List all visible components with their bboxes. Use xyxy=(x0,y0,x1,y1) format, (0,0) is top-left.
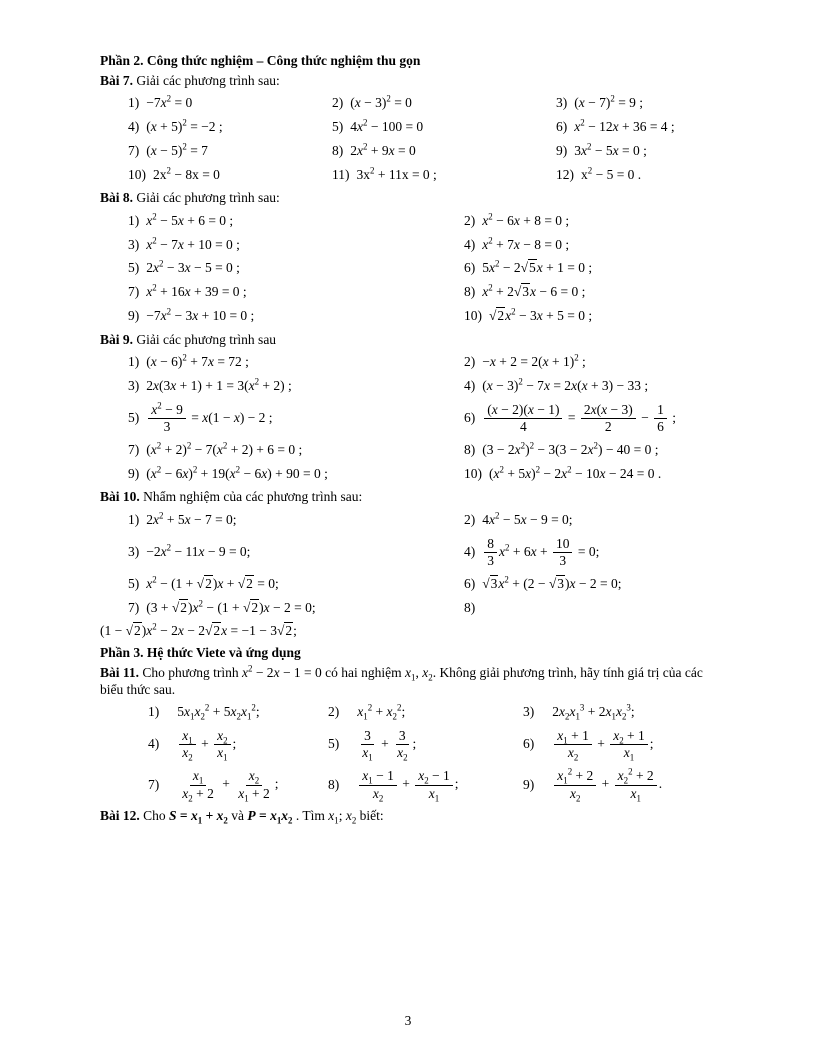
page-number: 3 xyxy=(404,1013,412,1029)
exercise-item xyxy=(464,305,728,329)
item-number: 4) xyxy=(128,119,140,135)
item-equation: $(x - 3)^2 - 7x = 2x(x + 3) - 33$ ; xyxy=(482,376,649,393)
exercise-item xyxy=(556,116,728,140)
item-equation: $\frac{x_1 - 1}{x_2}$ + $\frac{x_2 - 1}{x_1}$ ; xyxy=(357,768,458,801)
exercise-b-i-7 xyxy=(100,73,728,187)
item-equation: $\frac{3}{x_1}$ + $\frac{3}{x_2}$ ; xyxy=(362,728,417,763)
exercise-b-i-11 xyxy=(100,665,728,805)
exercise-item xyxy=(148,701,328,725)
exercise-item xyxy=(128,257,464,281)
exercise-item xyxy=(128,596,464,620)
exercise-label: Bài 7. xyxy=(100,72,137,88)
exercise-item xyxy=(128,462,464,486)
item-equation: $\frac{8}{3}$ $x^2 + 6x$ + $\frac{10}{3}$ = 0; xyxy=(482,536,599,569)
item-number: 1) xyxy=(128,212,140,228)
item-equation: $\frac{(x - 2)(x - 1)}{4}$ = $\frac{2x(x - 3)}{2}$ − $\frac{1}{6}$ ; xyxy=(482,402,676,435)
exercise-item xyxy=(464,281,728,305)
item-equation: $\frac{x_1}{x_2 + 2}$ + $\frac{x_2}{x_1 + 2}$ ; xyxy=(182,768,279,804)
item-number: 9) xyxy=(556,143,568,158)
exercise-item xyxy=(128,209,464,233)
exercise-item xyxy=(332,92,556,116)
item-number: 6) xyxy=(523,736,535,752)
exercise-item xyxy=(128,439,464,463)
item-number: 5) xyxy=(128,409,140,425)
item-number: 3) xyxy=(128,236,140,252)
item-number: 6) xyxy=(464,575,476,591)
exercise-label: Bài 10. xyxy=(100,489,144,505)
item-number: 5) xyxy=(328,736,340,752)
exercise-item xyxy=(464,462,728,486)
item-equation: $(x - 6)^2 + 7x = 72$ ; xyxy=(146,352,249,369)
item-number: 2) xyxy=(332,95,344,111)
item-equation: $2x_2x_1^3 + 2x_1x_2^3$; xyxy=(552,702,635,722)
item-equation: $2x^2 + 9x = 0$ xyxy=(350,141,416,158)
item-number: 2) xyxy=(328,704,340,720)
item-equation: $2x^2 + 5x - 7 = 0$; xyxy=(146,510,237,527)
document-content xyxy=(100,53,728,825)
item-number: 10) xyxy=(464,308,482,324)
item-number: 7) xyxy=(128,599,140,615)
item-equation: $x^2 + 7x - 8 = 0$ ; xyxy=(482,235,570,252)
item-equation: $x^2 - 12x + 36 = 4$ ; xyxy=(574,117,675,135)
item-equation: $3x^2 - 5x = 0$ ; xyxy=(574,141,647,158)
item-equation: $4x^2 - 5x - 9 = 0$; xyxy=(482,510,573,527)
exercise-item xyxy=(128,281,464,305)
item-equation: $x^2 - 5 = 0$ . xyxy=(581,165,642,182)
exercise-item xyxy=(128,398,464,438)
item-equation: $-x + 2 = 2(x + 1)^2$ ; xyxy=(482,352,586,369)
item-equation: $-2x^2 - 11x - 9 = 0$; xyxy=(146,542,251,559)
item-number: 2) xyxy=(464,353,476,369)
item-number: 6) xyxy=(464,260,476,276)
item-number: 2) xyxy=(464,511,476,527)
exercise-item xyxy=(128,140,332,164)
item-equation: $5x^2 - 2√5x + 1 = 0$ ; xyxy=(482,258,593,276)
item-equation: $(x - 7)^2 = 9$ ; xyxy=(574,93,644,111)
exercise-item xyxy=(523,725,728,765)
exercise-item xyxy=(128,92,332,116)
exercise-item xyxy=(328,725,523,765)
item-equation: $x^2 + 16x + 39 = 0$ ; xyxy=(146,282,247,300)
exercise-item xyxy=(464,374,728,398)
exercise-item xyxy=(328,765,523,805)
exercise-item xyxy=(464,439,728,463)
item-equation: $(x + 5)^2 = -2$ ; xyxy=(146,117,223,135)
item-number: 7) xyxy=(128,442,140,457)
item-equation: $-7x^2 - 3x + 10 = 0$ ; xyxy=(146,306,255,324)
item-equation: $x^2 + 2√3x - 6 = 0$ ; xyxy=(482,282,586,300)
item-number: 1) xyxy=(128,511,140,527)
item-number: 6) xyxy=(556,119,568,135)
item-number: 11) xyxy=(332,166,350,182)
item-equation: $5x_1x_2^2 + 5x_2x_1^2$; xyxy=(177,702,260,722)
exercise-item xyxy=(128,305,464,329)
exercise-item xyxy=(128,233,464,257)
exercise-item xyxy=(523,765,728,805)
exercise-item xyxy=(332,140,556,164)
item-equation-continued: $(1 - √2)x^2 - 2x - 2√2x = -1 - 3√2$; xyxy=(100,621,297,639)
exercise-item xyxy=(464,257,728,281)
exercise-heading xyxy=(100,808,728,825)
item-number: 6) xyxy=(464,409,476,425)
item-number: 8) xyxy=(464,599,476,615)
item-equation: $2x(3x + 1) + 1 = 3(x^2 + 2)$ ; xyxy=(146,376,292,393)
exercise-item xyxy=(464,596,728,620)
item-equation: $4x^2 - 100 = 0$ xyxy=(350,117,424,135)
exercise-item-grid xyxy=(100,350,728,486)
item-equation: $(x^2 - 6x)^2 + 19(x^2 - 6x) + 90 = 0$ ; xyxy=(146,464,328,481)
item-equation: $2x^2 - 3x - 5 = 0$ ; xyxy=(146,258,240,276)
exercise-item xyxy=(523,701,728,725)
exercise-item-grid xyxy=(100,508,728,620)
exercise-label: Bài 11. xyxy=(100,664,143,680)
item-equation: $(x^2 + 2)^2 - 7(x^2 + 2) + 6 = 0$ ; xyxy=(146,440,303,457)
item-equation: $(3 + √2)x^2 - (1 + √2)x - 2 = 0$; xyxy=(146,598,316,615)
item-number: 1) xyxy=(128,95,140,111)
item-number: 5) xyxy=(128,260,140,276)
item-number: 5) xyxy=(128,575,140,591)
item-equation: $x^2 - 6x + 8 = 0$ ; xyxy=(482,211,570,228)
exercise-intro: Giải các phương trình sau xyxy=(136,331,277,347)
exercise-item xyxy=(328,701,523,725)
item-number: 9) xyxy=(523,776,535,792)
exercise-heading xyxy=(100,190,728,207)
item-equation: $√3x^2 + (2 - √3)x - 2 = 0$; xyxy=(482,574,622,591)
item-number: 8) xyxy=(332,143,344,158)
item-equation: $3x^2 + 11x = 0$ ; xyxy=(356,165,437,182)
exercise-item xyxy=(556,140,728,164)
item-equation: $\frac{x_1 + 1}{x_2}$ + $\frac{x_2 + 1}{x_1}$ ; xyxy=(552,728,653,761)
exercise-item xyxy=(464,572,728,596)
item-number: 5) xyxy=(332,119,344,135)
exercise-b-i-12 xyxy=(100,808,728,825)
item-number: 8) xyxy=(464,442,476,457)
exercise-item xyxy=(464,350,728,374)
item-number: 4) xyxy=(464,377,476,393)
exercise-heading xyxy=(100,489,728,506)
item-number: 7) xyxy=(148,776,160,792)
item-number: 8) xyxy=(328,776,340,792)
item-number: 3) xyxy=(556,95,568,111)
exercise-b-i-8 xyxy=(100,190,728,328)
item-number: 4) xyxy=(148,736,160,752)
exercise-item xyxy=(464,398,728,438)
exercise-item xyxy=(128,572,464,596)
exercise-item xyxy=(556,163,728,187)
item-equation: $\frac{x^2 - 9}{3}$ = x(1 − x) − 2 ; xyxy=(146,402,272,435)
item-equation: $(x - 5)^2 = 7$ xyxy=(146,141,208,158)
exercise-item-grid xyxy=(100,209,728,328)
item-number: 12) xyxy=(556,166,574,182)
exercise-item xyxy=(128,116,332,140)
item-number: 9) xyxy=(128,465,140,481)
item-number: 3) xyxy=(128,377,140,393)
exercise-item xyxy=(464,532,728,572)
item-number: 3) xyxy=(523,704,535,720)
exercise-item-grid xyxy=(100,92,728,188)
exercise-item xyxy=(332,163,556,187)
exercise-b-i-9 xyxy=(100,332,728,487)
item-equation: $x_1^2 + x_2^2$; xyxy=(357,702,406,722)
exercise-item xyxy=(464,508,728,532)
part-heading-ph-n-3: Phần 3. Hệ thức Viete và ứng dụng xyxy=(100,645,301,660)
item-equation: $2x^2 - 8x = 0$ xyxy=(153,165,220,182)
exercise-item xyxy=(464,209,728,233)
item-equation: $√2x^2 - 3x + 5 = 0$ ; xyxy=(489,306,593,324)
part-heading-ph-n-2: Phần 2. Công thức nghiệm – Công thức nghiệm thu gọn xyxy=(100,53,421,68)
exercise-item xyxy=(148,765,328,805)
exercise-item xyxy=(464,233,728,257)
exercise-intro: Cho phương trình $x^2 - 2x - 1 = 0$ có hai nghiệm $x_1$, $x_2$. Không giải phương trình, hãy tính giá trị của các biểu thức sau. xyxy=(100,663,703,697)
exercise-item xyxy=(128,163,332,187)
exercise-heading xyxy=(100,332,728,349)
item-equation: $(x - 3)^2 = 0$ xyxy=(350,93,412,111)
item-equation: $(x^2 + 5x)^2 - 2x^2 - 10x - 24 = 0$ . xyxy=(489,464,662,481)
item-number: 1) xyxy=(148,704,160,720)
exercise-item xyxy=(128,374,464,398)
exercise-item xyxy=(128,532,464,572)
exercise-intro: Cho $S = x_1 + x_2$ và $P = x_1x_2$ . Tìm $x_1$; $x_2$ biết: xyxy=(143,808,384,826)
exercise-label: Bài 12. xyxy=(100,808,144,824)
item-equation: $\frac{x_1^2 + 2}{x_2}$ + $\frac{x_2^2 + 2}{x_1}$ . xyxy=(552,768,662,801)
exercise-intro: Nhẩm nghiệm của các phương trình sau: xyxy=(143,489,363,505)
item-number: 7) xyxy=(128,284,140,300)
exercise-item xyxy=(332,116,556,140)
item-number: 8) xyxy=(464,284,476,300)
item-equation: $(3 - 2x^2)^2 - 3(3 - 2x^2) - 40 = 0$ ; xyxy=(482,440,659,457)
exercise-heading xyxy=(100,665,728,699)
item-number: 7) xyxy=(128,143,140,158)
item-number: 9) xyxy=(128,308,140,324)
item-equation: $x^2 - 5x + 6 = 0$ ; xyxy=(146,211,234,228)
item-number: 2) xyxy=(464,212,476,228)
item-equation: $x^2 - 7x + 10 = 0$ ; xyxy=(146,235,240,252)
exercise-intro: Giải các phương trình sau: xyxy=(136,72,280,88)
exercise-item xyxy=(556,92,728,116)
exercise-label: Bài 9. xyxy=(100,331,137,347)
exercise-item xyxy=(128,350,464,374)
exercise-intro: Giải các phương trình sau: xyxy=(136,190,280,206)
item-equation: $\frac{x_1}{x_2}$ + $\frac{x_2}{x_1}$ ; xyxy=(177,728,236,761)
exercise-heading xyxy=(100,73,728,90)
exercise-b-i-10 xyxy=(100,489,728,640)
item-number: 4) xyxy=(464,543,476,559)
item-number: 10) xyxy=(128,166,146,182)
exercise-label: Bài 8. xyxy=(100,190,137,206)
item-number: 10) xyxy=(464,465,482,481)
item-number: 1) xyxy=(128,353,140,369)
exercise-item xyxy=(148,725,328,765)
exercise-item xyxy=(128,508,464,532)
item-number: 3) xyxy=(128,543,140,559)
exercise-item-grid xyxy=(100,701,728,806)
item-equation: $x^2 - (1 + √2)x + √2 = 0$; xyxy=(146,574,279,591)
item-equation: $-7x^2 = 0$ xyxy=(146,93,193,111)
item-number: 4) xyxy=(464,236,476,252)
